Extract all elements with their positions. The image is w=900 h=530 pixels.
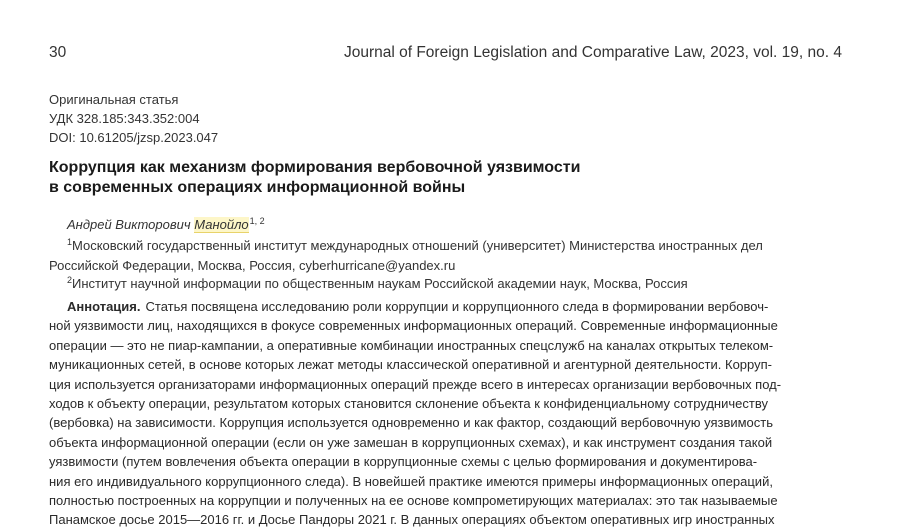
abstract-line: ния его индивидуального коррупционного следа). В новейшей практике имеются примеры информационных операций,: [49, 473, 773, 489]
affil-2-line-1: Институт научной информации по общественным наукам Российской академии наук, Москва, Россия: [72, 276, 688, 291]
abstract-line: ходов к объекту операции, результатом которых становится склонение объекта к конфиденциальному сотрудничеству: [49, 396, 768, 412]
abstract-line: Панамское досье 2015—2016 гг. и Досье Пандоры 2021 г. В данных операциях объектом оперативных игр иностранных: [49, 512, 775, 528]
affiliation-2: [49, 270, 849, 294]
author-line: [67, 212, 265, 234]
journal-citation: Journal of Foreign Legislation and Comparative Law, 2023, vol. 19, no. 4: [343, 44, 842, 61]
abstract-label: Аннотация.: [67, 299, 141, 314]
udc-code: УДК 328.185:343.352:004: [49, 111, 200, 126]
title-line-2: в современных операциях информационной войны: [49, 179, 466, 196]
abstract: [49, 297, 849, 530]
article-meta: [49, 90, 218, 147]
article-title: [49, 158, 749, 198]
affil-1-line-1: Московский государственный институт международных отношений (университет) Министерства иностранных дел: [72, 238, 763, 253]
running-head: [49, 44, 842, 62]
abstract-line: муникационных сетей, в основе которых лежат методы классической оперативной и агентурной деятельности. Корруп-: [49, 357, 772, 373]
abstract-line-text: Статья посвящена исследованию роли коррупции и коррупционного следа в формировании вербовоч-: [145, 299, 769, 314]
author-affil-refs: 1, 2: [249, 216, 265, 226]
abstract-line: операции — это не пиар-кампании, а оперативные комбинации иностранных спецслужб на каналах открытых телеком-: [49, 337, 774, 353]
affil-1-mark: 1: [67, 237, 73, 247]
title-line-1: Коррупция как механизм формирования вербовочной уязвимости: [49, 159, 581, 176]
doi-link[interactable]: DOI: 10.61205/jzsp.2023.047: [49, 130, 219, 145]
abstract-line: ной уязвимости лиц, находящихся в фокусе современных информационных операций. Современные информационные: [49, 318, 778, 334]
author-surname: Манойло: [194, 217, 249, 232]
abstract-line: объекта информационной операции (если он уже замешан в коррупционных схемах), и как инструмент создания такой: [49, 434, 773, 450]
affil-1-line-2: Российской Федерации, Москва, Россия, cyberhurricane@yandex.ru: [49, 258, 456, 273]
page-number: 30: [49, 44, 67, 61]
abstract-line: полностью построенных на коррупции и полученных на ее основе компрометирующих материалах: это так называемые: [49, 493, 778, 509]
author-given-names: Андрей Викторович: [67, 217, 191, 232]
article-type: Оригинальная статья: [49, 92, 179, 107]
abstract-line: уязвимости (путем вовлечения объекта операции в коррупционные схемы с целью формирования и документирова-: [49, 454, 758, 470]
abstract-line: [49, 297, 849, 316]
abstract-line: (вербовка) на зависимости. Коррупция используется одновременно и как фактор, создающий вербовочную уязвимость: [49, 415, 774, 431]
abstract-line: ция используется организаторами информационных операций прежде всего в интересах организации вербовочных под-: [49, 376, 782, 392]
affil-2-mark: 2: [67, 275, 73, 285]
